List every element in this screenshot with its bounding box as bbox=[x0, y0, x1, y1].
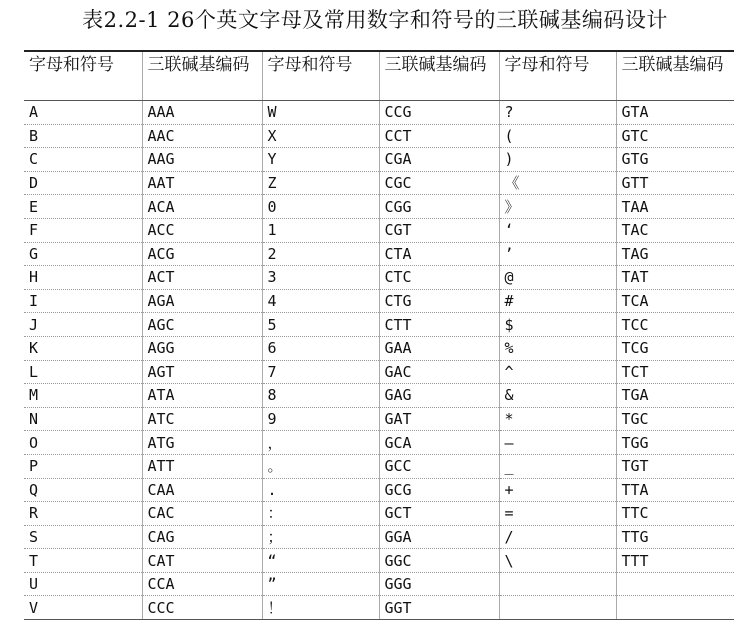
symbol-cell: ’ bbox=[499, 242, 616, 266]
table-body bbox=[24, 101, 734, 620]
table-row bbox=[24, 171, 734, 195]
symbol-cell: 0 bbox=[262, 195, 379, 219]
symbol-cell: * bbox=[499, 407, 616, 431]
symbol-cell: P bbox=[24, 454, 142, 478]
table-row bbox=[24, 478, 734, 502]
symbol-cell: & bbox=[499, 384, 616, 408]
symbol-cell: \ bbox=[499, 549, 616, 573]
symbol-cell: “ bbox=[262, 549, 379, 573]
symbol-cell: G bbox=[24, 242, 142, 266]
code-cell: CGG bbox=[379, 195, 499, 219]
table-row bbox=[24, 525, 734, 549]
symbol-cell: 2 bbox=[262, 242, 379, 266]
symbol-cell: 3 bbox=[262, 266, 379, 290]
symbol-cell: N bbox=[24, 407, 142, 431]
code-cell: AAG bbox=[142, 148, 262, 172]
table-row bbox=[24, 454, 734, 478]
code-cell: TAC bbox=[616, 218, 734, 242]
code-cell: TTT bbox=[616, 549, 734, 573]
header-symbol-col-3: 字母和符号 bbox=[499, 51, 616, 101]
symbol-cell: B bbox=[24, 124, 142, 148]
symbol-cell: 。 bbox=[262, 454, 379, 478]
header-symbol-col-1: 字母和符号 bbox=[24, 51, 142, 101]
symbol-cell: ^ bbox=[499, 360, 616, 384]
symbol-cell: S bbox=[24, 525, 142, 549]
code-cell: ATG bbox=[142, 431, 262, 455]
symbol-cell: H bbox=[24, 266, 142, 290]
code-cell: CCT bbox=[379, 124, 499, 148]
table-row bbox=[24, 242, 734, 266]
code-cell: AGA bbox=[142, 289, 262, 313]
symbol-cell: U bbox=[24, 572, 142, 596]
table-row bbox=[24, 431, 734, 455]
code-cell: CAA bbox=[142, 478, 262, 502]
symbol-cell: % bbox=[499, 336, 616, 360]
code-cell: TAA bbox=[616, 195, 734, 219]
code-cell: GAG bbox=[379, 384, 499, 408]
symbol-cell: ? bbox=[499, 101, 616, 125]
symbol-cell: $ bbox=[499, 313, 616, 337]
code-cell: TTA bbox=[616, 478, 734, 502]
header-row bbox=[24, 51, 734, 101]
code-cell: ACT bbox=[142, 266, 262, 290]
code-cell: TTC bbox=[616, 502, 734, 526]
symbol-cell: C bbox=[24, 148, 142, 172]
symbol-cell bbox=[499, 596, 616, 620]
symbol-cell: M bbox=[24, 384, 142, 408]
symbol-cell: + bbox=[499, 478, 616, 502]
code-cell: AGC bbox=[142, 313, 262, 337]
code-cell: CTT bbox=[379, 313, 499, 337]
code-cell: GGG bbox=[379, 572, 499, 596]
table-row bbox=[24, 124, 734, 148]
symbol-cell: E bbox=[24, 195, 142, 219]
encoding-table bbox=[24, 50, 734, 620]
code-cell: CCA bbox=[142, 572, 262, 596]
code-cell: TCC bbox=[616, 313, 734, 337]
table-row bbox=[24, 596, 734, 620]
code-cell: CTA bbox=[379, 242, 499, 266]
table-row bbox=[24, 360, 734, 384]
table-row bbox=[24, 101, 734, 125]
code-cell: CTG bbox=[379, 289, 499, 313]
symbol-cell: ) bbox=[499, 148, 616, 172]
table-row bbox=[24, 549, 734, 573]
header-code-col-1: 三联碱基编码 bbox=[142, 51, 262, 101]
symbol-cell: Z bbox=[262, 171, 379, 195]
code-cell: CCG bbox=[379, 101, 499, 125]
code-cell: GGC bbox=[379, 549, 499, 573]
symbol-cell: K bbox=[24, 336, 142, 360]
symbol-cell: . bbox=[262, 478, 379, 502]
symbol-cell: – bbox=[499, 431, 616, 455]
symbol-cell: R bbox=[24, 502, 142, 526]
header-code-col-3: 三联碱基编码 bbox=[616, 51, 734, 101]
code-cell: TAG bbox=[616, 242, 734, 266]
symbol-cell: 4 bbox=[262, 289, 379, 313]
code-cell: CAT bbox=[142, 549, 262, 573]
table-row bbox=[24, 266, 734, 290]
code-cell: TTG bbox=[616, 525, 734, 549]
symbol-cell: @ bbox=[499, 266, 616, 290]
code-cell: TGA bbox=[616, 384, 734, 408]
code-cell: AAC bbox=[142, 124, 262, 148]
symbol-cell: 7 bbox=[262, 360, 379, 384]
code-cell: AAA bbox=[142, 101, 262, 125]
code-cell: TGT bbox=[616, 454, 734, 478]
symbol-cell: X bbox=[262, 124, 379, 148]
symbol-cell: ‘ bbox=[499, 218, 616, 242]
symbol-cell: 6 bbox=[262, 336, 379, 360]
symbol-cell: A bbox=[24, 101, 142, 125]
code-cell: TCA bbox=[616, 289, 734, 313]
symbol-cell: ” bbox=[262, 572, 379, 596]
table-row bbox=[24, 502, 734, 526]
symbol-cell: W bbox=[262, 101, 379, 125]
symbol-cell: / bbox=[499, 525, 616, 549]
code-cell: TGG bbox=[616, 431, 734, 455]
table-row bbox=[24, 572, 734, 596]
table-row bbox=[24, 407, 734, 431]
code-cell bbox=[616, 596, 734, 620]
symbol-cell: V bbox=[24, 596, 142, 620]
code-cell: ACA bbox=[142, 195, 262, 219]
symbol-cell: J bbox=[24, 313, 142, 337]
code-cell bbox=[616, 572, 734, 596]
symbol-cell: I bbox=[24, 289, 142, 313]
symbol-cell: ； bbox=[262, 525, 379, 549]
code-cell: GCC bbox=[379, 454, 499, 478]
code-cell: GGT bbox=[379, 596, 499, 620]
code-cell: GTC bbox=[616, 124, 734, 148]
table-row bbox=[24, 384, 734, 408]
code-cell: GTA bbox=[616, 101, 734, 125]
symbol-cell: 《 bbox=[499, 171, 616, 195]
code-cell: ATC bbox=[142, 407, 262, 431]
table-row bbox=[24, 218, 734, 242]
code-cell: AGG bbox=[142, 336, 262, 360]
symbol-cell bbox=[499, 572, 616, 596]
code-cell: GCT bbox=[379, 502, 499, 526]
symbol-cell: ！ bbox=[262, 596, 379, 620]
code-cell: GCG bbox=[379, 478, 499, 502]
symbol-cell: D bbox=[24, 171, 142, 195]
table-row bbox=[24, 148, 734, 172]
code-cell: ACG bbox=[142, 242, 262, 266]
code-cell: CCC bbox=[142, 596, 262, 620]
symbol-cell: Y bbox=[262, 148, 379, 172]
symbol-cell: 》 bbox=[499, 195, 616, 219]
header-symbol-col-2: 字母和符号 bbox=[262, 51, 379, 101]
code-cell: TCT bbox=[616, 360, 734, 384]
code-cell: GGA bbox=[379, 525, 499, 549]
code-cell: TAT bbox=[616, 266, 734, 290]
code-cell: CGT bbox=[379, 218, 499, 242]
code-cell: CGC bbox=[379, 171, 499, 195]
code-cell: TGC bbox=[616, 407, 734, 431]
table-caption: 表2.2-1 26个英文字母及常用数字和符号的三联碱基编码设计 bbox=[82, 8, 668, 32]
code-cell: CTC bbox=[379, 266, 499, 290]
code-cell: GCA bbox=[379, 431, 499, 455]
symbol-cell: ： bbox=[262, 502, 379, 526]
symbol-cell: 1 bbox=[262, 218, 379, 242]
symbol-cell: Q bbox=[24, 478, 142, 502]
symbol-cell: = bbox=[499, 502, 616, 526]
symbol-cell: T bbox=[24, 549, 142, 573]
code-cell: ATA bbox=[142, 384, 262, 408]
code-cell: AGT bbox=[142, 360, 262, 384]
symbol-cell: ， bbox=[262, 431, 379, 455]
symbol-cell: O bbox=[24, 431, 142, 455]
code-cell: GAA bbox=[379, 336, 499, 360]
symbol-cell: 8 bbox=[262, 384, 379, 408]
symbol-cell: _ bbox=[499, 454, 616, 478]
code-cell: GAC bbox=[379, 360, 499, 384]
code-cell: AAT bbox=[142, 171, 262, 195]
table-row bbox=[24, 336, 734, 360]
symbol-cell: ( bbox=[499, 124, 616, 148]
header-code-col-2: 三联碱基编码 bbox=[379, 51, 499, 101]
code-cell: CAC bbox=[142, 502, 262, 526]
symbol-cell: L bbox=[24, 360, 142, 384]
symbol-cell: F bbox=[24, 218, 142, 242]
table-row bbox=[24, 313, 734, 337]
code-cell: GTT bbox=[616, 171, 734, 195]
code-cell: GAT bbox=[379, 407, 499, 431]
symbol-cell: 5 bbox=[262, 313, 379, 337]
table-row bbox=[24, 195, 734, 219]
code-cell: ACC bbox=[142, 218, 262, 242]
code-cell: CAG bbox=[142, 525, 262, 549]
table-row bbox=[24, 289, 734, 313]
symbol-cell: 9 bbox=[262, 407, 379, 431]
code-cell: ATT bbox=[142, 454, 262, 478]
code-cell: CGA bbox=[379, 148, 499, 172]
symbol-cell: # bbox=[499, 289, 616, 313]
code-cell: GTG bbox=[616, 148, 734, 172]
code-cell: TCG bbox=[616, 336, 734, 360]
